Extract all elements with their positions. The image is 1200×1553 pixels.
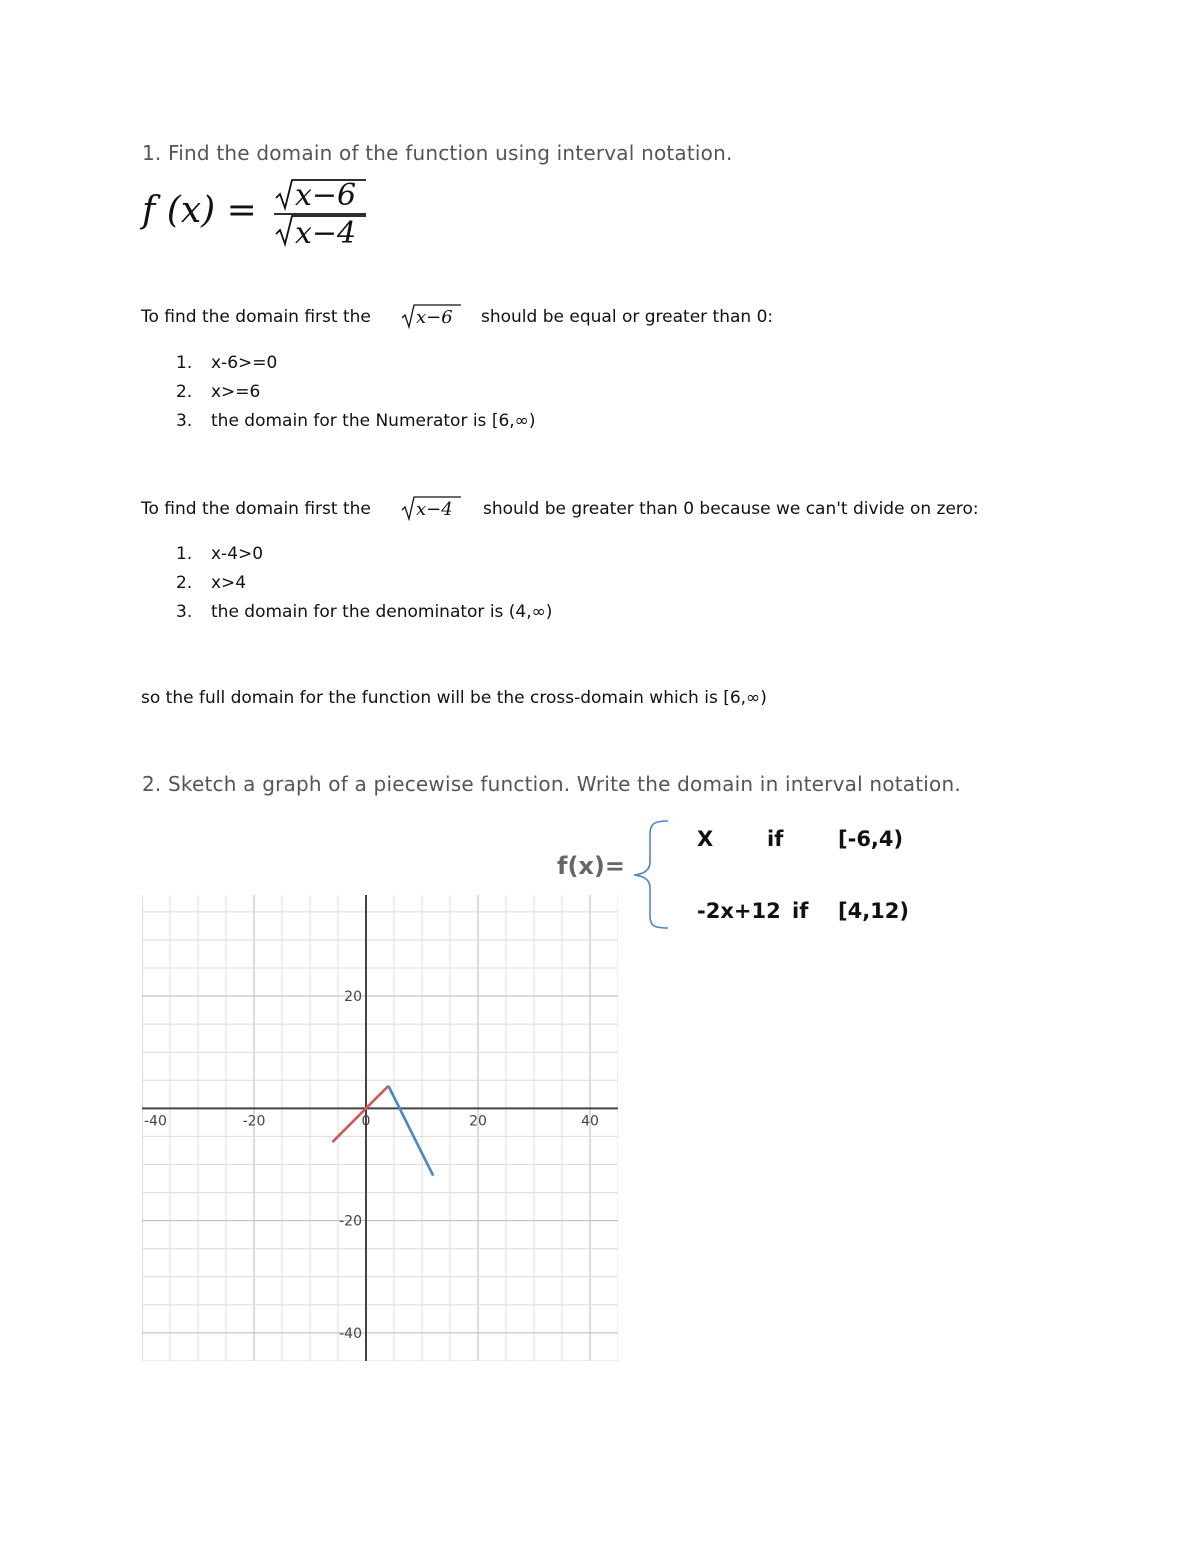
list-item <box>176 598 552 627</box>
part1-steps <box>176 349 535 436</box>
curly-brace <box>632 818 672 932</box>
step-number: 3. <box>176 411 193 431</box>
part2-intro-after: should be greater than 0 because we can't divide on zero: <box>483 499 979 519</box>
conclusion: so the full domain for the function will be the cross-domain which is [6,∞) <box>141 688 767 708</box>
piece-2-expr: -2x+12 <box>697 899 781 923</box>
y-tick-label: -40 <box>339 1325 362 1342</box>
step-number: 2. <box>176 573 193 593</box>
step-text: x-6>=0 <box>211 353 278 373</box>
part2-intro-before: To find the domain first the <box>141 499 371 519</box>
list-item <box>176 378 535 407</box>
list-item <box>176 407 535 436</box>
series-line-2 <box>388 1086 433 1176</box>
piece-1-expr: X <box>697 827 714 851</box>
list-item <box>176 540 552 569</box>
question-2: 2. Sketch a graph of a piecewise function. Write the domain in interval notation. <box>142 772 961 796</box>
list-item <box>176 349 535 378</box>
step-number: 2. <box>176 382 193 402</box>
x-tick-label: 40 <box>581 1113 599 1130</box>
step-text: x>=6 <box>211 382 261 402</box>
part1-intro-before: To find the domain first the <box>141 307 371 327</box>
step-number: 1. <box>176 353 193 373</box>
piece-1-interval: [-6,4) <box>838 827 904 851</box>
piecewise-graph <box>142 895 618 1361</box>
x-tick-label: -40 <box>144 1113 167 1130</box>
part2-radicand: x−4 <box>416 499 453 520</box>
formula-numerator: x−6 <box>295 178 357 213</box>
y-tick-label: -20 <box>339 1213 362 1230</box>
step-text: the domain for the Numerator is [6,∞) <box>211 411 536 431</box>
question-1: 1. Find the domain of the function using interval notation. <box>142 141 733 165</box>
formula-lhs: f (x) = <box>142 190 257 231</box>
step-number: 1. <box>176 544 193 564</box>
piece-2-interval: [4,12) <box>838 899 910 923</box>
part1-intro-after: should be equal or greater than 0: <box>481 307 774 327</box>
x-tick-label: 20 <box>469 1113 487 1130</box>
part1-radicand: x−6 <box>416 307 453 328</box>
step-text: the domain for the denominator is (4,∞) <box>211 602 553 622</box>
fx-label: f(x)= <box>557 852 625 880</box>
piece-1-cond: if <box>767 827 784 851</box>
step-text: x>4 <box>211 573 247 593</box>
x-tick-label: -20 <box>242 1113 266 1130</box>
x-tick-label: 0 <box>361 1113 371 1130</box>
piece-2-cond: if <box>792 899 809 923</box>
formula-denominator: x−4 <box>295 216 357 251</box>
part1-intro <box>141 307 1041 337</box>
domain-formula <box>142 176 382 252</box>
step-number: 3. <box>176 602 193 622</box>
step-text: x-4>0 <box>211 544 264 564</box>
series-line-1 <box>332 1086 388 1142</box>
list-item <box>176 569 552 598</box>
part2-steps <box>176 540 552 627</box>
part2-intro <box>141 499 1041 529</box>
y-tick-label: 20 <box>344 989 362 1006</box>
